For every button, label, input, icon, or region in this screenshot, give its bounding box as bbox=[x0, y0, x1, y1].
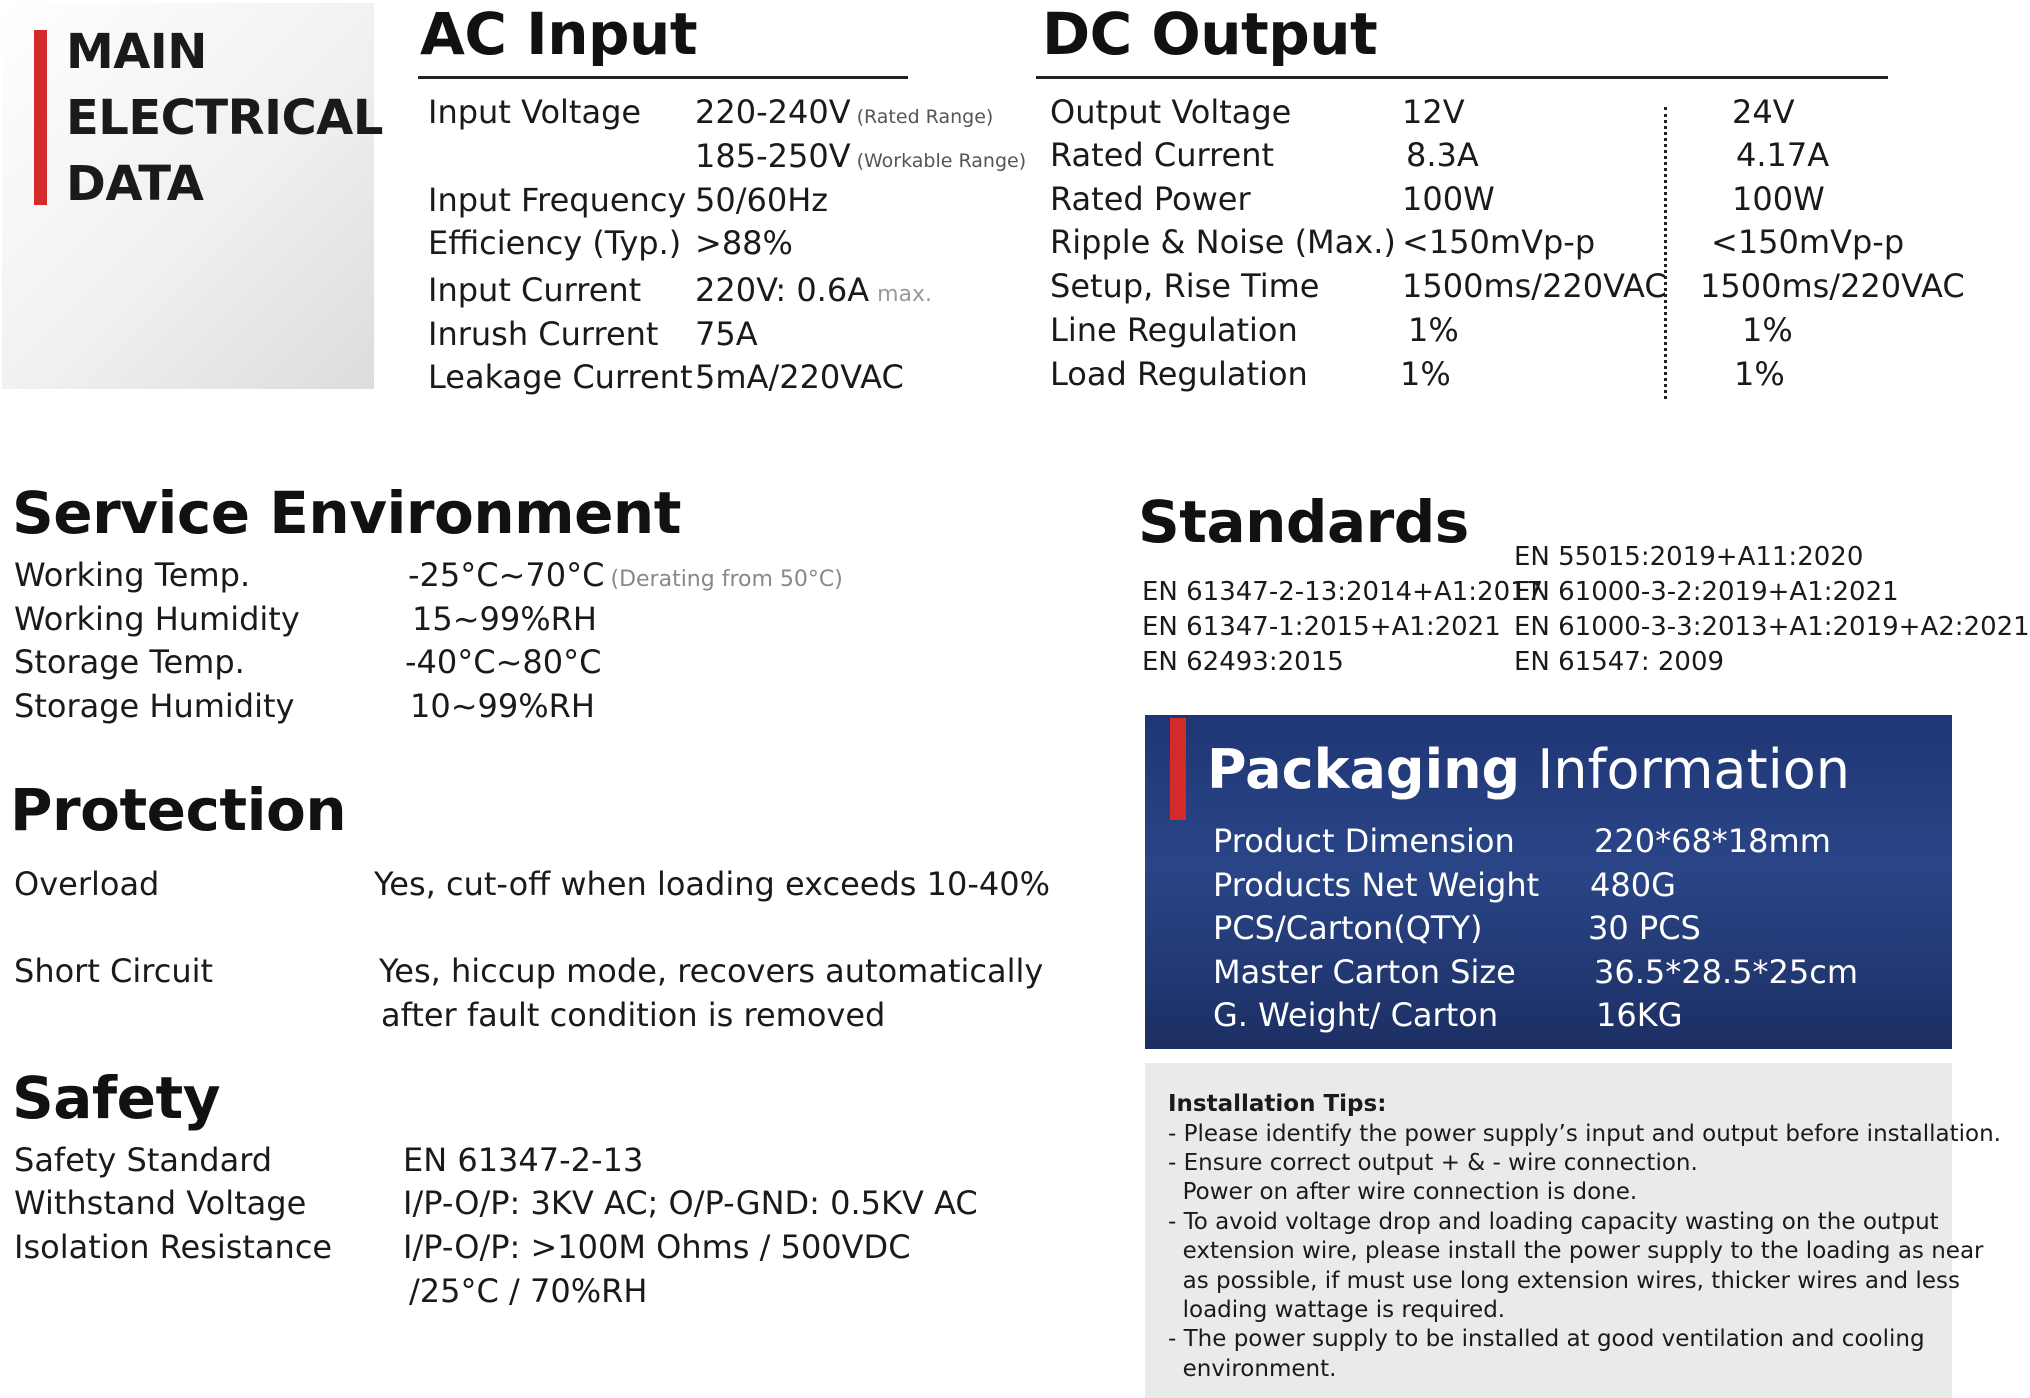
tip-line-6: as possible, if must use long extension wires, thicker wires and less bbox=[1168, 1268, 1960, 1294]
main-title-line-1: MAIN bbox=[66, 24, 207, 80]
pkg-label-net-weight: Products Net Weight bbox=[1213, 866, 1540, 904]
pkg-value-master-carton-size: 36.5*28.5*25cm bbox=[1594, 953, 1858, 991]
protection-label-overload: Overload bbox=[14, 865, 160, 903]
pkg-label-product-dimension: Product Dimension bbox=[1213, 822, 1515, 860]
ac-label-leakage-current: Leakage Current bbox=[428, 358, 693, 396]
main-accent-bar bbox=[34, 30, 47, 205]
dc-24v-line-regulation: 1% bbox=[1742, 311, 1793, 349]
pkg-label-pcs-carton: PCS/Carton(QTY) bbox=[1213, 909, 1483, 947]
main-title-line-2: ELECTRICAL bbox=[66, 90, 383, 146]
protection-label-short-circuit: Short Circuit bbox=[14, 952, 214, 990]
dc-12v-setup-rise-time: 1500ms/220VAC bbox=[1402, 267, 1667, 305]
pkg-value-product-dimension: 220*68*18mm bbox=[1594, 822, 1831, 860]
standard-right-2: EN 61000-3-2:2019+A1:2021 bbox=[1514, 577, 1899, 607]
dc-label-line-regulation: Line Regulation bbox=[1050, 311, 1298, 349]
safety-value-standard: EN 61347-2-13 bbox=[403, 1141, 644, 1179]
tips-title: Installation Tips: bbox=[1168, 1091, 1387, 1117]
env-label-working-temp: Working Temp. bbox=[14, 556, 251, 594]
dc-output-title: DC Output bbox=[1042, 0, 1378, 68]
dc-label-ripple-noise: Ripple & Noise (Max.) bbox=[1050, 223, 1396, 261]
safety-label-standard: Safety Standard bbox=[14, 1141, 273, 1179]
protection-title: Protection bbox=[10, 776, 347, 844]
safety-value-isolation-resistance-line-1: I/P-O/P: >100M Ohms / 500VDC bbox=[403, 1228, 911, 1266]
dc-24v-setup-rise-time: 1500ms/220VAC bbox=[1700, 267, 1965, 305]
env-value-working-temp: -25°C~70°C (Derating from 50°C) bbox=[408, 556, 843, 594]
tip-line-3: Power on after wire connection is done. bbox=[1168, 1179, 1638, 1205]
env-label-storage-humidity: Storage Humidity bbox=[14, 687, 295, 725]
service-environment-title: Service Environment bbox=[12, 479, 681, 547]
standard-right-3: EN 61000-3-3:2013+A1:2019+A2:2021 bbox=[1514, 612, 2030, 642]
dc-12v-load-regulation: 1% bbox=[1400, 355, 1451, 393]
tip-line-8: - The power supply to be installed at good ventilation and cooling bbox=[1168, 1326, 1925, 1352]
pkg-value-pcs-carton: 30 PCS bbox=[1588, 909, 1701, 947]
tip-line-9: environment. bbox=[1168, 1356, 1337, 1382]
dc-label-rated-current: Rated Current bbox=[1050, 136, 1275, 174]
protection-value-short-circuit-line-2: after fault condition is removed bbox=[381, 996, 886, 1034]
ac-input-title: AC Input bbox=[420, 0, 698, 68]
standard-right-1: EN 55015:2019+A11:2020 bbox=[1514, 542, 1864, 572]
dc-24v-ripple-noise: <150mVp-p bbox=[1711, 223, 1905, 261]
packaging-accent-bar bbox=[1170, 718, 1186, 820]
dc-output-column-divider bbox=[1664, 107, 1667, 399]
ac-value-efficiency: >88% bbox=[695, 224, 793, 262]
tip-line-4: - To avoid voltage drop and loading capacity wasting on the output bbox=[1168, 1209, 1939, 1235]
ac-input-rule bbox=[418, 76, 908, 79]
pkg-value-gross-weight: 16KG bbox=[1596, 996, 1683, 1034]
env-label-working-humidity: Working Humidity bbox=[14, 600, 300, 638]
safety-title: Safety bbox=[12, 1064, 221, 1132]
ac-value-input-voltage-rated: 220-240V (Rated Range) bbox=[695, 93, 994, 131]
pkg-label-master-carton-size: Master Carton Size bbox=[1213, 953, 1516, 991]
pkg-value-net-weight: 480G bbox=[1590, 866, 1676, 904]
dc-24v-rated-power: 100W bbox=[1732, 180, 1825, 218]
dc-12v-rated-current: 8.3A bbox=[1406, 136, 1479, 174]
ac-label-efficiency: Efficiency (Typ.) bbox=[428, 224, 682, 262]
dc-24v-output-voltage: 24V bbox=[1732, 93, 1795, 131]
ac-value-input-voltage-workable: 185-250V (Workable Range) bbox=[695, 137, 1027, 175]
protection-value-overload: Yes, cut-off when loading exceeds 10-40% bbox=[374, 865, 1051, 903]
standard-right-4: EN 61547: 2009 bbox=[1514, 647, 1725, 677]
ac-value-inrush-current: 75A bbox=[695, 315, 758, 353]
ac-label-input-voltage: Input Voltage bbox=[428, 93, 642, 131]
protection-value-short-circuit-line-1: Yes, hiccup mode, recovers automatically bbox=[379, 952, 1044, 990]
standard-left-2: EN 61347-1:2015+A1:2021 bbox=[1142, 612, 1501, 642]
ac-value-leakage-current: 5mA/220VAC bbox=[695, 358, 904, 396]
tip-line-2: - Ensure correct output + & - wire connection. bbox=[1168, 1150, 1698, 1176]
safety-value-isolation-resistance-line-2: /25°C / 70%RH bbox=[409, 1272, 648, 1310]
ac-value-input-current: 220V: 0.6A max. bbox=[695, 271, 933, 309]
tip-line-7: loading wattage is required. bbox=[1168, 1297, 1506, 1323]
dc-output-rule bbox=[1036, 76, 1888, 79]
dc-label-output-voltage: Output Voltage bbox=[1050, 93, 1292, 131]
ac-label-inrush-current: Inrush Current bbox=[428, 315, 659, 353]
main-title-line-3: DATA bbox=[66, 156, 204, 212]
dc-label-setup-rise-time: Setup, Rise Time bbox=[1050, 267, 1320, 305]
dc-label-rated-power: Rated Power bbox=[1050, 180, 1251, 218]
safety-label-isolation-resistance: Isolation Resistance bbox=[14, 1228, 333, 1266]
dc-12v-output-voltage: 12V bbox=[1402, 93, 1465, 131]
standards-title: Standards bbox=[1138, 488, 1469, 556]
tip-line-1: - Please identify the power supply’s input and output before installation. bbox=[1168, 1121, 2001, 1147]
ac-value-input-frequency: 50/60Hz bbox=[695, 181, 829, 219]
safety-value-withstand-voltage: I/P-O/P: 3KV AC; O/P-GND: 0.5KV AC bbox=[403, 1184, 978, 1222]
standard-left-3: EN 62493:2015 bbox=[1142, 647, 1344, 677]
standard-left-1: EN 61347-2-13:2014+A1:2017 bbox=[1142, 577, 1544, 607]
pkg-label-gross-weight: G. Weight/ Carton bbox=[1213, 996, 1499, 1034]
env-value-storage-humidity: 10~99%RH bbox=[410, 687, 595, 725]
ac-label-input-frequency: Input Frequency bbox=[428, 181, 687, 219]
dc-24v-load-regulation: 1% bbox=[1734, 355, 1785, 393]
tip-line-5: extension wire, please install the power supply to the loading as near bbox=[1168, 1238, 1984, 1264]
dc-12v-line-regulation: 1% bbox=[1408, 311, 1459, 349]
safety-label-withstand-voltage: Withstand Voltage bbox=[14, 1184, 307, 1222]
packaging-title: Packaging Information bbox=[1207, 738, 1850, 801]
env-value-storage-temp: -40°C~80°C bbox=[405, 643, 602, 681]
ac-label-input-current: Input Current bbox=[428, 271, 642, 309]
dc-12v-ripple-noise: <150mVp-p bbox=[1402, 223, 1596, 261]
dc-24v-rated-current: 4.17A bbox=[1736, 136, 1830, 174]
dc-label-load-regulation: Load Regulation bbox=[1050, 355, 1308, 393]
env-label-storage-temp: Storage Temp. bbox=[14, 643, 245, 681]
dc-12v-rated-power: 100W bbox=[1402, 180, 1495, 218]
env-value-working-humidity: 15~99%RH bbox=[412, 600, 597, 638]
